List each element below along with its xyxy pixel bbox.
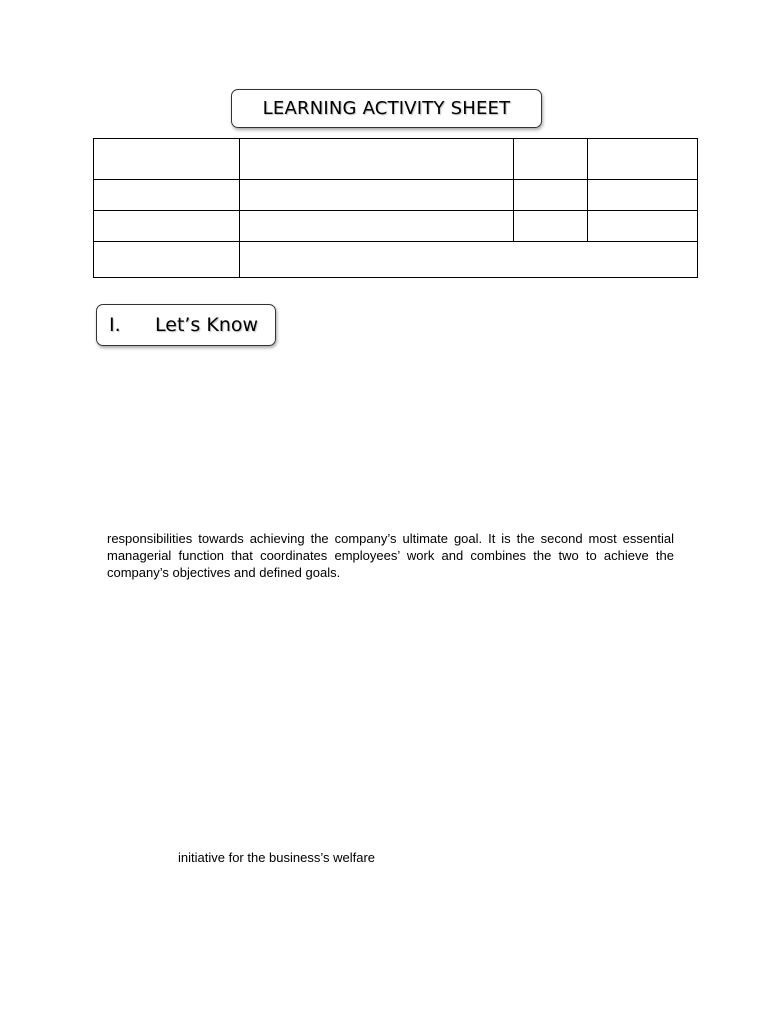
table-row <box>94 242 698 278</box>
section-heading <box>96 304 276 346</box>
table-cell <box>514 180 588 211</box>
section-title: Let’s Know <box>155 314 259 336</box>
table-cell <box>94 242 240 278</box>
table-cell <box>588 180 698 211</box>
table-row <box>94 180 698 211</box>
info-table <box>93 138 698 278</box>
section-number: I. <box>109 314 121 336</box>
table-cell <box>94 211 240 242</box>
table-cell <box>588 211 698 242</box>
table-cell <box>240 242 698 278</box>
table-cell <box>588 139 698 180</box>
table-cell <box>240 139 514 180</box>
table-cell <box>94 139 240 180</box>
table-cell <box>240 180 514 211</box>
table-row <box>94 139 698 180</box>
table-cell <box>240 211 514 242</box>
body-paragraph: responsibilities towards achieving the company’s ultimate goal. It is the second most essential managerial function that coordinates employees’ work and combines the two to achieve the company’s objectives and defined goals. <box>107 531 674 580</box>
sheet-title <box>231 89 542 128</box>
table-row <box>94 211 698 242</box>
table-cell <box>514 139 588 180</box>
table-cell <box>514 211 588 242</box>
sheet-title-text: LEARNING ACTIVITY SHEET <box>262 98 511 119</box>
table-cell <box>94 180 240 211</box>
body-fragment: initiative for the business’s welfare <box>178 850 376 865</box>
